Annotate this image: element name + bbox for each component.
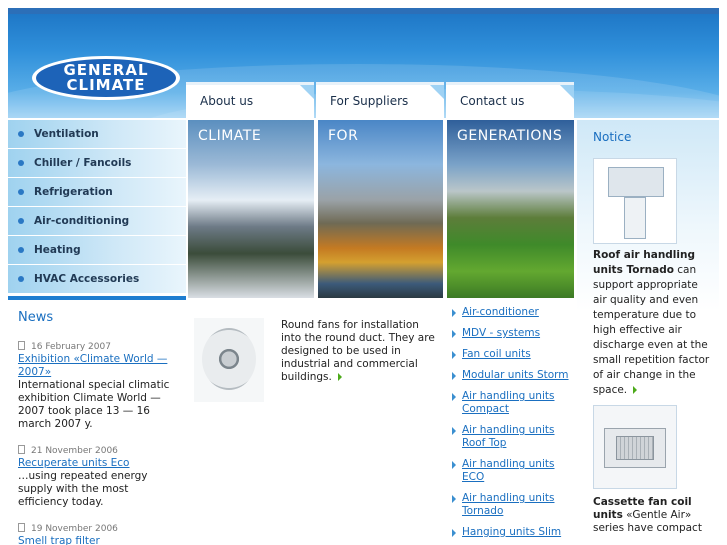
tab-corner-icon <box>300 85 314 99</box>
product-link-air-conditioner[interactable]: Air-conditioner <box>462 306 539 318</box>
news-text: International special climatic exhibition Climate World — 2007 took place 13 — 16 march 2007 y. <box>18 379 170 430</box>
product-list-item <box>452 492 577 518</box>
sidebar-item-label: Chiller / Fancoils <box>34 157 132 169</box>
banner-word-generations: GENERATIONS <box>457 128 563 144</box>
nav-tab-suppliers[interactable] <box>316 82 444 118</box>
news-link[interactable]: Smell trap filter <box>18 535 100 545</box>
sidebar-item-chiller-fancoils[interactable] <box>8 149 186 178</box>
news-link[interactable]: Recuperate units Eco <box>18 457 130 469</box>
roof-unit-box <box>608 167 664 197</box>
nav-tab-about[interactable] <box>186 82 314 118</box>
roof-unit-column <box>624 197 646 239</box>
nav-tab-contact[interactable] <box>446 82 574 118</box>
product-link-modular-units-storm[interactable]: Modular units Storm <box>462 369 569 381</box>
notice-text-2 <box>593 496 713 535</box>
triangle-bullet-icon <box>452 330 456 338</box>
product-link-mdv-systems[interactable]: MDV - systems <box>462 327 541 339</box>
notice-item2-body: «Gentle Air» series have compact <box>593 509 702 534</box>
news-item <box>18 341 178 431</box>
product-image-round-fan[interactable] <box>194 318 264 402</box>
sidebar-bottom-bar <box>8 296 186 300</box>
news-date <box>18 523 178 534</box>
notice-title: Notice <box>593 130 632 144</box>
nav-tab-contact-label: Contact us <box>460 94 525 108</box>
logo-line-2: CLIMATE <box>66 76 146 94</box>
product-link-ahu-roof-top[interactable]: Air handling units Roof Top <box>462 424 555 449</box>
product-link-hanging-units-slim[interactable]: Hanging units Slim <box>462 526 562 538</box>
product-description <box>281 319 441 384</box>
news-date <box>18 341 178 352</box>
notice-item2-title: Cassette fan coil units <box>593 496 692 521</box>
bullet-icon <box>18 247 24 253</box>
news-item <box>18 523 178 545</box>
logo-oval <box>36 59 176 97</box>
news-date-text: 21 November 2006 <box>31 446 118 456</box>
notice-text-1 <box>593 248 713 398</box>
triangle-bullet-icon <box>452 393 456 401</box>
tab-corner-icon <box>430 85 444 99</box>
bullet-icon <box>18 189 24 195</box>
sidebar-item-air-conditioning[interactable] <box>8 207 186 236</box>
triangle-bullet-icon <box>452 427 456 435</box>
product-list-item <box>452 327 577 340</box>
triangle-bullet-icon <box>452 351 456 359</box>
nav-tab-about-label: About us <box>200 94 254 108</box>
news-link[interactable]: Exhibition «Climate World — 2007» <box>18 353 168 378</box>
document-icon <box>18 341 25 350</box>
banner-photo-snow-town <box>188 120 314 298</box>
sidebar-item-ventilation[interactable] <box>8 120 186 149</box>
banner-photo-autumn-mountain <box>318 120 443 298</box>
site-logo[interactable] <box>32 56 180 100</box>
cassette-unit-grill <box>616 436 654 460</box>
product-link-ahu-eco[interactable]: Air handling units ECO <box>462 458 555 483</box>
sidebar-item-label: HVAC Accessories <box>34 273 140 285</box>
sidebar-item-label: Heating <box>34 244 81 256</box>
product-link-ahu-tornado[interactable]: Air handling units Tornado <box>462 492 555 517</box>
news-text: …using repeated energy supply with the most efficiency today. <box>18 470 148 508</box>
arrow-right-icon[interactable] <box>338 373 342 381</box>
product-list-item <box>452 369 577 382</box>
banner-word-for: FOR <box>328 128 359 144</box>
bullet-icon <box>18 160 24 166</box>
product-description-text: Round fans for installation into the round duct. They are designed to be used in industrial and commercial buildings. <box>281 319 435 383</box>
triangle-bullet-icon <box>452 309 456 317</box>
logo-line-1: GENERAL <box>63 61 149 79</box>
notice-image-roof-unit[interactable] <box>593 158 677 244</box>
product-list-item <box>452 458 577 484</box>
notice-column <box>577 120 719 545</box>
triangle-bullet-icon <box>452 461 456 469</box>
news-date-text: 19 November 2006 <box>31 524 118 534</box>
document-icon <box>18 445 25 454</box>
bullet-icon <box>18 131 24 137</box>
sidebar-item-refrigeration[interactable] <box>8 178 186 207</box>
news-date <box>18 445 178 456</box>
product-list-item <box>452 526 577 539</box>
banner-photo-green-meadow <box>447 120 574 298</box>
product-list-item <box>452 424 577 450</box>
triangle-bullet-icon <box>452 372 456 380</box>
document-icon <box>18 523 25 532</box>
banner-word-climate: CLIMATE <box>198 128 262 144</box>
product-link-ahu-compact[interactable]: Air handling units Compact <box>462 390 555 415</box>
news-date-text: 16 February 2007 <box>31 342 111 352</box>
notice-item1-title: Roof air handling units Tornado <box>593 249 695 276</box>
sidebar-item-label: Air-conditioning <box>34 215 130 227</box>
notice-image-cassette-unit[interactable] <box>593 405 677 489</box>
news-section <box>18 310 178 545</box>
sidebar-item-label: Refrigeration <box>34 186 113 198</box>
sidebar-item-hvac-accessories[interactable] <box>8 265 186 294</box>
triangle-bullet-icon <box>452 495 456 503</box>
sidebar-item-label: Ventilation <box>34 128 99 140</box>
news-item <box>18 445 178 509</box>
product-list-item <box>452 306 577 319</box>
product-list-item <box>452 348 577 361</box>
sidebar-item-heating[interactable] <box>8 236 186 265</box>
sidebar-menu <box>8 120 186 300</box>
round-fan-shape <box>202 328 256 390</box>
nav-tab-suppliers-label: For Suppliers <box>330 94 409 108</box>
notice-item1-body: can support appropriate air quality and even temperature due to high effective air discharge even at the small repetition factor of air change in the space. <box>593 264 710 396</box>
product-link-fan-coil-units[interactable]: Fan coil units <box>462 348 531 360</box>
product-list-item <box>452 390 577 416</box>
news-title: News <box>18 310 54 325</box>
product-list <box>452 306 577 545</box>
arrow-right-icon[interactable] <box>633 386 637 394</box>
bullet-icon <box>18 276 24 282</box>
triangle-bullet-icon <box>452 529 456 537</box>
tab-corner-icon <box>560 85 574 99</box>
bullet-icon <box>18 218 24 224</box>
